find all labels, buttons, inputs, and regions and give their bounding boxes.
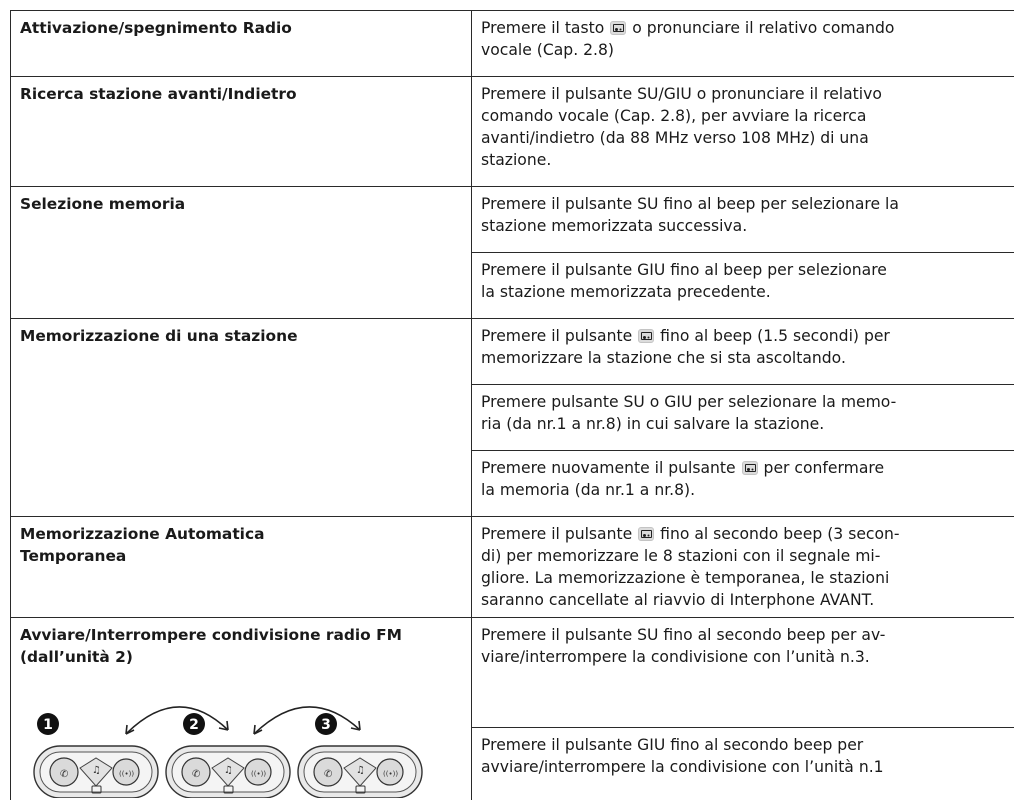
table-subrow-border — [471, 384, 1014, 385]
action-description — [481, 734, 1012, 778]
description-text: Premere pulsante SU o GIU per selezionare la memo- ria (da nr.1 a nr.8) in cui salvare la stazione. — [481, 393, 897, 433]
function-label: Ricerca stazione avanti/Indietro — [20, 85, 297, 103]
description-text: Premere il pulsante GIU fino al secondo beep per avviare/interrompere la condivisione con l’unità n.1 — [481, 736, 884, 776]
table-row-border — [10, 186, 1014, 187]
intercom-icon: ((•)) — [119, 770, 135, 778]
description-text: o pronunciare il relativo comando vocale (Cap. 2.8) — [481, 19, 895, 59]
description-text: Premere nuovamente il pulsante — [481, 459, 741, 477]
table-subrow-border — [471, 450, 1014, 451]
table-row-border — [10, 76, 1014, 77]
description-text: Premere il pulsante — [481, 525, 638, 543]
table-row-border — [10, 516, 1014, 517]
music-icon: ♫ — [356, 765, 365, 776]
table-left-border — [10, 10, 11, 800]
action-description — [481, 17, 1012, 61]
action-description — [481, 624, 1012, 668]
unit-number-badge: 2 — [189, 717, 199, 733]
phone-icon: ✆ — [192, 769, 201, 780]
description-text: Premere il pulsante SU fino al beep per selezionare la stazione memorizzata successiva. — [481, 195, 899, 235]
phone-icon: ✆ — [324, 769, 333, 780]
intercom-units-illustration — [22, 678, 462, 798]
description-text: Premere il pulsante SU fino al secondo beep per av- viare/interrompere la condivisione con l’unità n.3. — [481, 626, 886, 666]
radio-icon — [638, 527, 654, 541]
function-label: Memorizzazione Automatica Temporanea — [20, 525, 265, 565]
description-text: Premere il pulsante — [481, 327, 638, 345]
action-description — [481, 83, 1012, 171]
share-arrow — [254, 707, 360, 734]
function-label: Attivazione/spegnimento Radio — [20, 19, 292, 37]
music-icon: ♫ — [92, 765, 101, 776]
description-text: Premere il tasto — [481, 19, 610, 37]
action-description — [481, 391, 1012, 435]
table-row-border — [10, 318, 1014, 319]
action-description — [481, 193, 1012, 237]
table-row-border — [10, 10, 1014, 11]
action-description — [481, 523, 1012, 611]
phone-icon: ✆ — [60, 769, 69, 780]
music-icon: ♫ — [224, 765, 233, 776]
description-text: fino al secondo beep (3 secon- di) per memorizzare le 8 stazioni con il segnale mi- gliore. La memorizzazione è temporanea, le stazioni saranno cancellate al riavvio di Interphone AVANT. — [481, 525, 900, 609]
radio-icon — [742, 461, 758, 475]
table-row-border — [10, 617, 1014, 618]
action-description — [481, 457, 1012, 501]
action-description — [481, 259, 1012, 303]
function-label: Selezione memoria — [20, 195, 186, 213]
unit-number-badge: 3 — [321, 717, 331, 733]
function-label: Avviare/Interrompere condivisione radio FM (dall’unità 2) — [20, 626, 402, 666]
table-column-divider — [471, 10, 472, 800]
description-text: fino al beep (1.5 secondi) per memorizzare la stazione che si sta ascoltando. — [481, 327, 890, 367]
unit-number-badge: 1 — [43, 717, 53, 733]
table-subrow-border — [471, 727, 1014, 728]
intercom-unit — [34, 713, 158, 798]
share-arrow — [126, 707, 228, 734]
description-text: per confermare la memoria (da nr.1 a nr.8). — [481, 459, 885, 499]
radio-icon — [610, 21, 626, 35]
action-description — [481, 325, 1012, 369]
table-subrow-border — [471, 252, 1014, 253]
intercom-icon: ((•)) — [383, 770, 399, 778]
description-text: Premere il pulsante GIU fino al beep per selezionare la stazione memorizzata precedente. — [481, 261, 887, 301]
function-label: Memorizzazione di una stazione — [20, 327, 298, 345]
description-text: Premere il pulsante SU/GIU o pronunciare il relativo comando vocale (Cap. 2.8), per avviare la ricerca avanti/indietro (da 88 MHz verso 108 MHz) di una stazione. — [481, 85, 882, 169]
radio-icon — [638, 329, 654, 343]
intercom-icon: ((•)) — [251, 770, 267, 778]
